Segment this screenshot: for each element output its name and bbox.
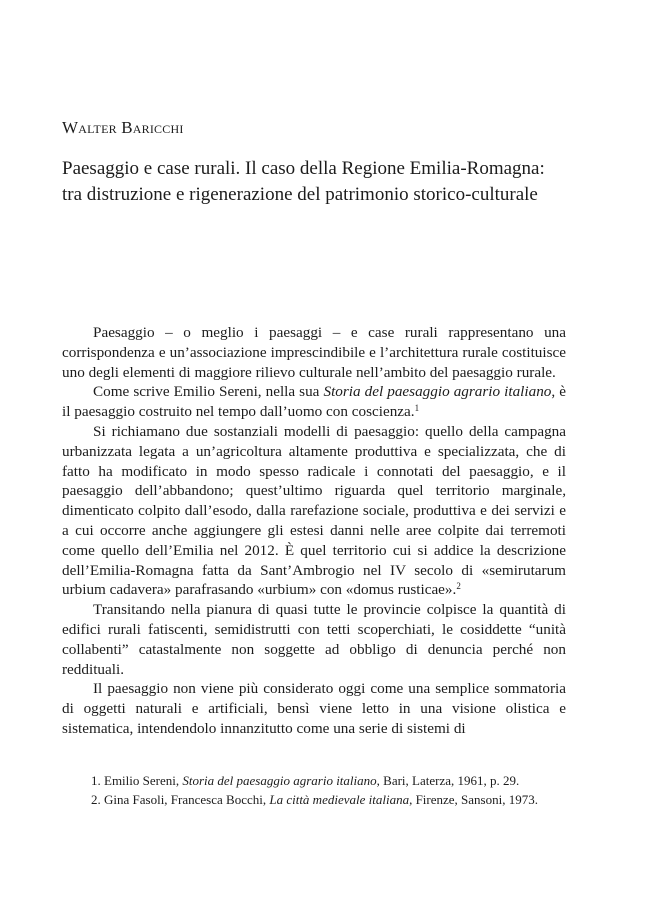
footnote-ref-1: 1 xyxy=(414,403,420,414)
paragraph-2-text-before: Come scrive Emilio Sereni, nella sua xyxy=(93,383,324,401)
paragraph-3 xyxy=(62,422,566,600)
article-title xyxy=(62,156,566,208)
footnote-2-text-before: Gina Fasoli, Francesca Bocchi, xyxy=(104,792,270,807)
footnote-ref-2: 2 xyxy=(456,581,461,592)
footnote-1-text-before: Emilio Sereni, xyxy=(104,773,183,788)
paragraph-2 xyxy=(62,382,566,422)
footnote-1-text-after: , Bari, Laterza, 1961, p. 29. xyxy=(376,773,520,788)
paragraph-3-text: Si richiamano due sostanziali modelli di paesaggio: quello della campagna urbanizzata legata a un’agricoltura altamente produttiva e specializzata, che di fatto ha modificato in modo spesso radicale i connotati del paesaggio, e il paesaggio dell’abbandono; quest’ultimo riguarda quel territorio marginale, dimenticato colpito dall’esodo, dalla rarefazione sociale, produttiva e dei servizi e a cui occorre anche aggiungere gli estesi danni nelle aree colpite dai terremoti come quello dell’Emilia nel 2012. È quel territorio cui si addice la descrizione dell’Emilia-Romagna fatta da Sant’Ambrogio nel IV secolo di «semirutarum urbium cadavera» parafrasando «urbium» con «domus rusticae». xyxy=(62,422,566,599)
paragraph-5 xyxy=(62,679,566,738)
footnote-1 xyxy=(62,771,566,790)
paragraph-2-book-title: Storia del paesaggio agrario italiano xyxy=(323,383,552,401)
title-line-2: tra distruzione e rigenerazione del patrimonio storico-culturale xyxy=(62,184,538,205)
footnote-1-number: 1. xyxy=(91,773,101,788)
author-name: Walter Baricchi xyxy=(62,118,184,137)
footnote-2 xyxy=(62,790,566,809)
footnotes xyxy=(62,771,566,809)
footnote-2-number: 2. xyxy=(91,792,101,807)
paragraph-1 xyxy=(62,323,566,382)
document-page xyxy=(62,0,566,910)
paragraph-4-text: Transitando nella pianura di quasi tutte le provincie colpisce la quantità di edifici rurali fatiscenti, semidistrutti con tetti scoperchiati, le cosiddette “unità collabenti” catastalmente non soggette ad obbligo di denuncia perché non reddituali. xyxy=(62,601,566,678)
paragraph-1-text: Paesaggio – o meglio i paesaggi – e case rurali rappresentano una corrispondenza e un’associazione imprescindibile e l’architettura rurale costituisce uno degli elementi di maggiore rilievo culturale nell’ambito del paesaggio rurale. xyxy=(62,324,566,381)
paragraph-5-text: Il paesaggio non viene più considerato oggi come una semplice sommatoria di oggetti naturali e artificiali, bensì viene letto in una visione olistica e sistematica, intendendolo innanzitutto come una serie di sistemi di xyxy=(62,680,566,737)
title-line-1: Paesaggio e case rurali. Il caso della Regione Emilia-Romagna: xyxy=(62,158,545,179)
footnote-2-book-title: La città medievale italiana xyxy=(269,792,410,807)
paragraph-2-text-after: , è il paesaggio costruito nel tempo dall’uomo con coscienza. xyxy=(62,383,566,421)
footnote-1-book-title: Storia del paesaggio agrario italiano xyxy=(182,773,377,788)
footnote-2-text-after: , Firenze, Sansoni, 1973. xyxy=(409,792,538,807)
paragraph-4 xyxy=(62,600,566,679)
article-body xyxy=(62,323,566,739)
